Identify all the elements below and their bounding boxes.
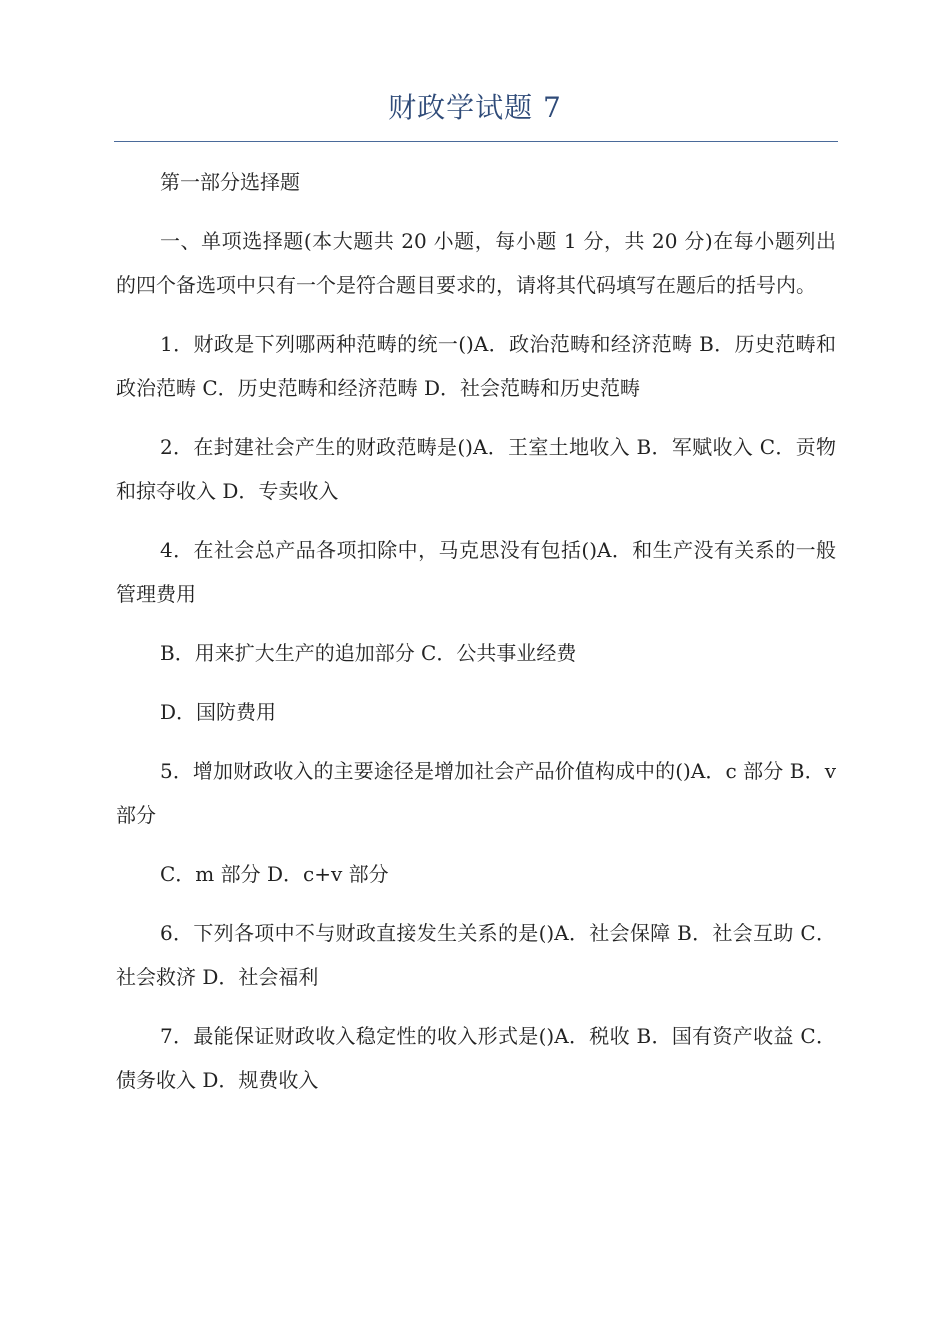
question-6: 6．下列各项中不与财政直接发生关系的是()A．社会保障 B．社会互助 C．社会救济 D．社会福利 [116,921,836,989]
document-body [116,160,836,1117]
title-divider [114,141,838,142]
question-2: 2．在封建社会产生的财政范畴是()A．王室土地收入 B．军赋收入 C．贡物和掠夺收入 D．专卖收入 [116,435,836,503]
section-instructions: 一、单项选择题(本大题共 20 小题，每小题 1 分，共 20 分)在每小题列出的四个备选项中只有一个是符合题目要求的，请将其代码填写在题后的括号内。 [116,229,836,297]
section-heading: 第一部分选择题 [160,170,300,194]
question-5: 5．增加财政收入的主要途径是增加社会产品价值构成中的()A．c 部分 B．v 部分 [116,759,836,827]
question-5-options-c-d: C．m 部分 D．c+v 部分 [160,862,389,886]
question-4-options-b-c: B．用来扩大生产的追加部分 C．公共事业经费 [160,641,577,665]
document-title: 财政学试题 7 [388,91,562,124]
question-1: 1．财政是下列哪两种范畴的统一()A．政治范畴和经济范畴 B．历史范畴和政治范畴 C．历史范畴和经济范畴 D．社会范畴和历史范畴 [116,332,836,400]
question-7: 7．最能保证财政收入稳定性的收入形式是()A．税收 B．国有资产收益 C．债务收入 D．规费收入 [116,1024,836,1092]
question-4-option-d: D．国防费用 [160,700,277,724]
question-4: 4．在社会总产品各项扣除中，马克思没有包括()A．和生产没有关系的一般管理费用 [116,538,836,606]
